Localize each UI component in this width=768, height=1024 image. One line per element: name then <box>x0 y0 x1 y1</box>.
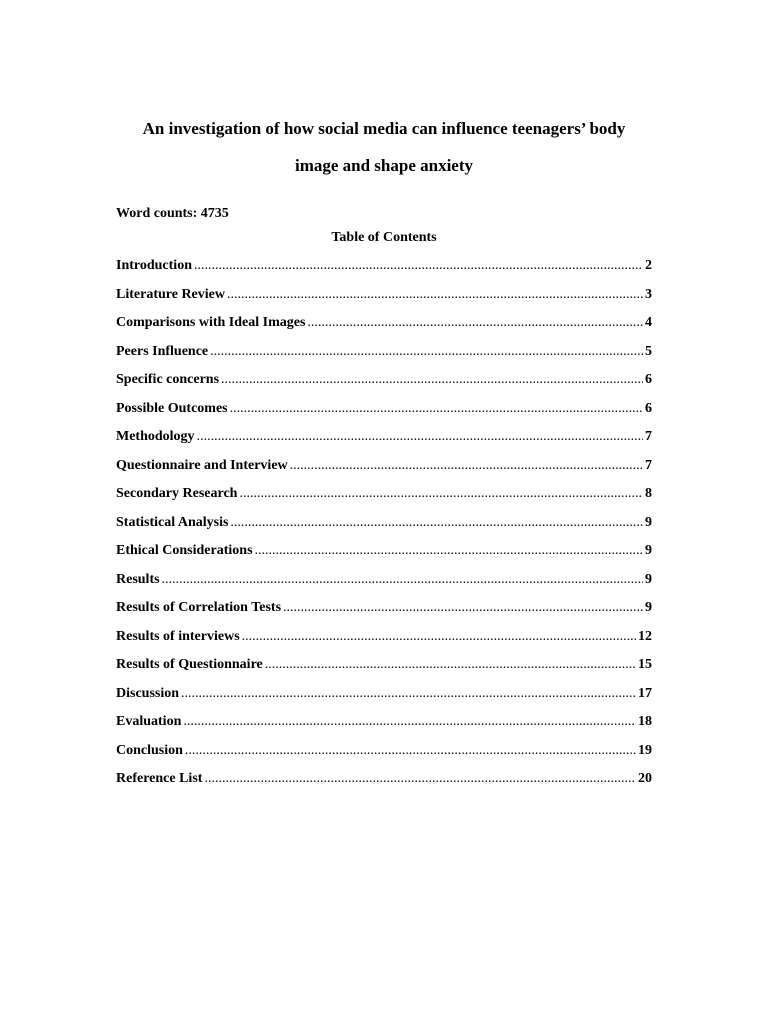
toc-entry-literature-review[interactable] <box>116 286 652 315</box>
toc-leader-dots <box>183 713 636 731</box>
document-title-line-1: An investigation of how social media can influence teenagers’ body <box>142 119 626 138</box>
document-title-line-2: image and shape anxiety <box>294 156 474 175</box>
toc-entry-label: Methodology <box>116 429 195 444</box>
toc-entry-label: Statistical Analysis <box>116 514 229 530</box>
toc-entry-results-of-questionnaire[interactable] <box>116 656 652 685</box>
toc-entry-page: 17 <box>638 685 652 701</box>
toc-entry-page: 9 <box>645 571 652 587</box>
toc-entry-page: 19 <box>638 742 652 758</box>
toc-entry-label: Results of Correlation Tests <box>116 600 282 615</box>
toc-entry-page: 15 <box>638 657 652 672</box>
toc-entry-label: Results <box>116 571 160 587</box>
toc-entry-label: Evaluation <box>116 714 182 729</box>
toc-entry-page: 9 <box>645 514 652 530</box>
toc-entry-label: Ethical Considerations <box>116 543 253 558</box>
toc-leader-dots <box>307 314 643 332</box>
toc-entry-page: 7 <box>645 429 652 444</box>
toc-entry-page: 7 <box>645 457 652 473</box>
toc-entry-label: Peers Influence <box>116 343 209 359</box>
toc-entry-questionnaire-and-interview[interactable] <box>116 457 652 486</box>
toc-entry-peers-influence[interactable] <box>116 343 652 372</box>
toc-entry-page: 6 <box>645 372 652 387</box>
word-count: Word counts: 4735 <box>116 206 229 221</box>
toc-entry-methodology[interactable] <box>116 428 652 457</box>
toc-entry-conclusion[interactable] <box>116 742 652 771</box>
toc-leader-dots <box>197 428 643 446</box>
toc-entry-label: Questionnaire and Interview <box>116 457 288 473</box>
toc-entry-label: Reference List <box>116 771 203 786</box>
toc-leader-dots <box>204 770 636 788</box>
toc-entry-secondary-research[interactable] <box>116 485 652 514</box>
toc-entry-results[interactable] <box>116 571 652 600</box>
toc-entry-label: Specific concerns <box>116 372 220 387</box>
toc-entry-page: 12 <box>638 628 652 644</box>
toc-entry-ethical-considerations[interactable] <box>116 542 652 571</box>
toc-entry-page: 9 <box>645 543 652 558</box>
toc-heading: Table of Contents <box>331 230 437 245</box>
toc-entry-label: Literature Review <box>116 286 225 302</box>
toc-entry-page: 9 <box>645 600 652 615</box>
toc-entry-page: 20 <box>638 771 652 786</box>
toc-entry-reference-list[interactable] <box>116 770 652 799</box>
toc-entry-introduction[interactable] <box>116 257 652 286</box>
toc-entry-specific-concerns[interactable] <box>116 371 652 400</box>
toc-leader-dots <box>230 514 643 532</box>
toc-leader-dots <box>221 371 643 389</box>
toc-leader-dots <box>290 457 643 475</box>
toc-leader-dots <box>194 257 643 275</box>
toc-entry-page: 18 <box>638 714 652 729</box>
toc-leader-dots <box>227 286 643 304</box>
toc-entry-comparisons-with-ideal-images[interactable] <box>116 314 652 343</box>
toc-entry-results-of-correlation-tests[interactable] <box>116 599 652 628</box>
toc-entry-label: Results of interviews <box>116 628 240 644</box>
toc-entry-label: Comparisons with Ideal Images <box>116 315 306 330</box>
toc-entry-page: 3 <box>645 286 652 302</box>
toc-entry-page: 4 <box>645 315 652 330</box>
toc-leader-dots <box>162 571 643 589</box>
toc-entry-discussion[interactable] <box>116 685 652 714</box>
toc-leader-dots <box>230 400 643 418</box>
toc-entry-label: Results of Questionnaire <box>116 657 263 672</box>
toc-entry-label: Secondary Research <box>116 486 238 501</box>
toc-entry-results-of-interviews[interactable] <box>116 628 652 657</box>
toc-entry-evaluation[interactable] <box>116 713 652 742</box>
toc-entry-page: 8 <box>645 486 652 501</box>
toc-leader-dots <box>265 656 636 674</box>
table-of-contents <box>116 257 652 799</box>
toc-entry-page: 2 <box>645 258 652 273</box>
toc-entry-label: Conclusion <box>116 742 183 758</box>
toc-entry-statistical-analysis[interactable] <box>116 514 652 543</box>
toc-entry-label: Discussion <box>116 685 180 701</box>
toc-leader-dots <box>185 742 636 760</box>
toc-entry-page: 6 <box>645 400 652 416</box>
toc-entry-possible-outcomes[interactable] <box>116 400 652 429</box>
toc-leader-dots <box>210 343 643 361</box>
toc-leader-dots <box>239 485 643 503</box>
toc-entry-page: 5 <box>645 343 652 359</box>
toc-leader-dots <box>283 599 643 617</box>
toc-entry-label: Introduction <box>116 258 192 273</box>
toc-leader-dots <box>255 542 643 560</box>
toc-leader-dots <box>181 685 636 703</box>
toc-leader-dots <box>242 628 636 646</box>
toc-entry-label: Possible Outcomes <box>116 400 228 416</box>
